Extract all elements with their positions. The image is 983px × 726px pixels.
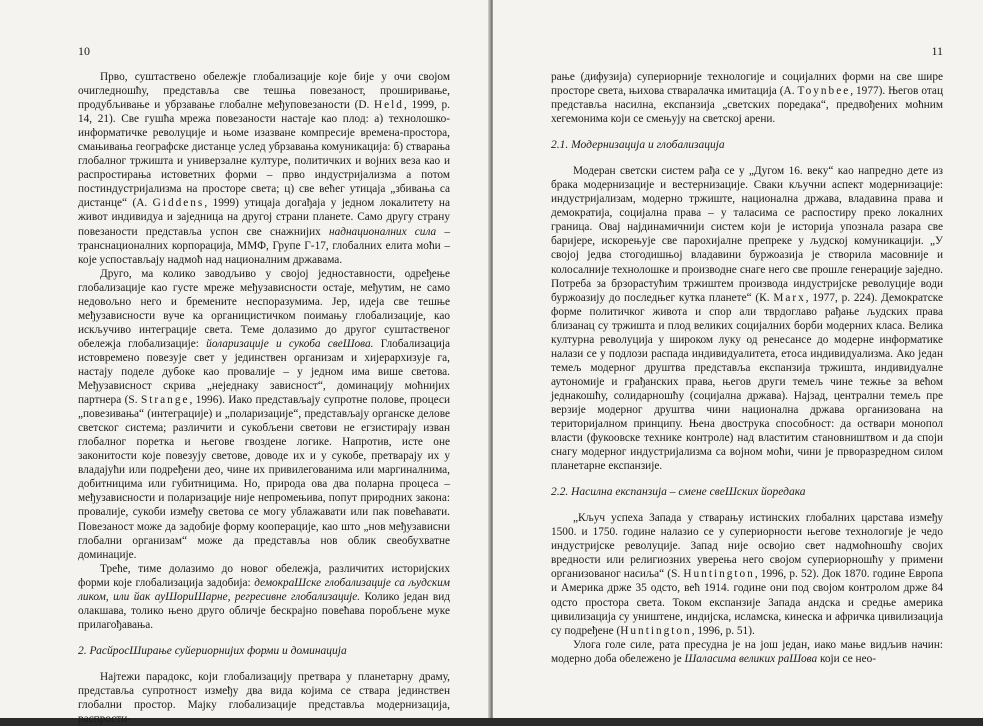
paragraph: Најтежи парадокс, који глобализацију претвара у планетарну драму, представља супротност између два вида којима се ствара јединствен глобални простор. Мајку глобализације представља модернизација, распрости- [78, 670, 450, 726]
paragraph: Модеран светски систем рађа се у „Дугом 16. веку“ као напредно дете из брака модернизације и вестернизације. Сваки кључни аспект модернизације: индустријализам, модерно тржиште, национална држава, владавина права и демократија, социјална права – у таласима се распостиру преко локалних граница. Овај најдинамичнији систем који је историја упознала разара све баријере, искорењује све парохијалне препреке у људској комуникацији. „У својој једва стогодишњој владавини буржоазија је створила масовније и колосалније технолошке и производне снаге него све прошле генерације заједно. Потреба за брзорастућим тржиштем производа индустријске револуције води буржоазију до последњег кутка планете“ (К. Marx, 1977, p. 224). Демократске форме политичког живота и спор али тврдоглаво рађање људских права близанац су тржишта и плод великих социјалних борби модерних класа. Велика културна револуција у широком луку од ренесансе до модерне информатике налази се у подлози распада индивидуалитета, етоса индивидуализма. Ако један темељ модерног друштва представља експанзија тржишта, индивидуалне аутономије и грађанских права, његов други темељ чине тежње за већом једнакошћу, солидарношћу (социјална држава). Најзад, централни темељ пре верзије модерног друштва чини национална држава организована на територијалном принципу. Њена двострука способност: да оствари монопол власти (фукоовске технике контроле) над властитим становништвом и да споји снагу модерног индустријализма са војном моћи, чини је прворазредном силом планетарне експанзије. [551, 165, 943, 473]
paragraph: Треће, тиме долазимо до новог обележја, различитих историјских форми које глобализација задобија: демокраШске глобализације са људским ликом, или йак ауШориШарне, регресивне глобализације. Колико један вид олакшава, толико њено друго обличје бескрајно повећава поробљене муке прилагођавања. [78, 562, 450, 631]
paragraph: Друго, ма колико заводљиво у својој једноставности, одређење глобализације као густе мреже међузависности остаје, међутим, не само недовољно него и бремените неспоразумима. Јер, идеја све тешње међузависности вуче ка органицистичком поимању глобализације, као искључиво интеграције света. Теме долазимо до другог суштаственог обележја глобализације: йоларизације и сукоба свеШова. Глобализација истовремено повезује свет у јединствен организам и хијерархизује га, настају поделе дубоке као провалије – у једном има више светова. Међузависност скрива „неједнаку зависност“, доминацију моћнијих партнера (S. Strange, 1996). Иако представљају супротне полове, процеси „повезивања“ (интеграције) и „поларизације“, представљају органске делове светског система; различити и сукобљени светови не егзистирају изван глобалног поретка и његове гвоздене логике. Напротив, исте оне законитости које повезују светове, доводе их и у сукобе, претварају их у владајући или подређени део, чине их привилегованима или маргиналнима, добитницима или губитницима. Но, природа ова два поларна процеса – међузависности и поларизације није непромењива, попут природних закона: провалије, сукоби између светова се могу ублажавати или пак повећавати. Повезаност може да задобије форму кооперације, као што „нов међузависни глобални организам“ може да представља нов облик свеобухватне доминације. [78, 267, 450, 561]
page-number-right: 11 [931, 44, 943, 58]
section-heading: 2. РасйросШирање суйериорнијих форми и доминација [78, 644, 347, 657]
section-heading: 2.2. Насилна експанзија – смене свеШских йоредака [551, 486, 806, 499]
right-page [493, 0, 983, 718]
left-page [0, 0, 490, 726]
paragraph: „Кључ успеха Запада у стварању истинских глобалних царстава између 1500. и 1750. године налазио се у супериорности његове технологије је чедо индустријске револуције. Запад није освојио свет надмоћношћу својих вредности или религиозних уверења него својом супериорношћу у примени организованог насиља“ (S. Huntington, 1996, p. 52). Док 1870. године Европа и Америка држе 35 одсто, већ 1914. године они под својом контролом држе 84 одсто простора света. Током експанзије Запада андска и средње америка цивилизација су уништене, индијска, исламска, кинеска и афричка цивилизација су подређене (Huntington, 1996, p. 51). [551, 512, 944, 637]
paragraph: рање (дифузија) супериорније технологије и социјалних форми на све шире просторе света, њихова стваралачка имитација (А. Toynbee, 1977). Његов отац представља насилна, експанзија „светских поредака“, предвођених моћним хегемонима који се смењују на светској арени. [551, 71, 943, 126]
paragraph: Прво, суштаствено обележје глобализације које бије у очи својом очигледношћу, представља све тешња повезаност, проширивање, продубљивање и убрзавање глобалне међуповезаности (D. Held, 1999, p. 14, 21). Све гушћа мрежа повезаности настаје као плод: а) технолошко-информатичке револуције и њоме изазване компресије времена-простора, смањивања географске дистанце услед убрзавања комуникација: б) стварања глобалног тржишта и универзалне културе, политичких и војних веза као и распростирања истоветних форми – прво индустријализма а потом постиндустријализма на просторе света; ц) све већег утицаја „збивања са дистанце“ (A. Giddens, 1999) утицаја догађаја у једном локалитету на живот индивидуа и заједница на другој страни планете. Само другу страну повезаности представља успон све снажнијих наднационалних сила – транснационалних корпорација, ММФ, Групе Г-17, глобалних елита моћи – које успостављају надмоћ над националним државама. [78, 71, 451, 266]
section-heading: 2.1. Модернизација и глобализација [551, 139, 725, 152]
paragraph: Улога голе силе, рата пресудна је на још један, иако мање видљив начин: модерно доба обележено је Шаласима великих раШова који се нео- [551, 638, 943, 665]
page-number-left: 10 [78, 44, 90, 58]
